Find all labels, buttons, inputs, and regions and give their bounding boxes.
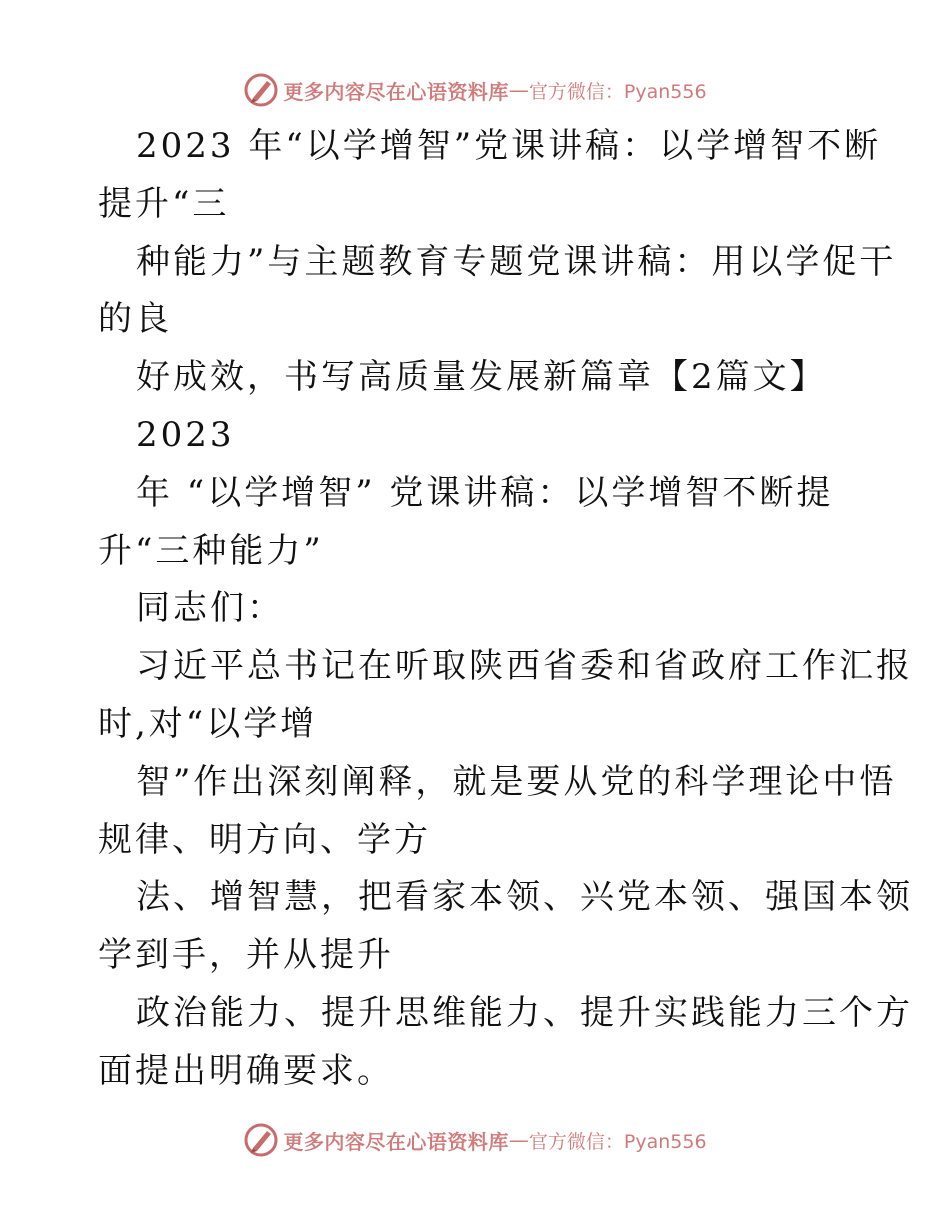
text-line: 面提出明确要求。 — [98, 1050, 394, 1091]
watermark-official: 官方微信：Pyan556 — [528, 80, 707, 103]
pen-logo-icon — [243, 72, 279, 108]
text-line: 政治能力、提升思维能力、提升实践能力三个方 — [136, 992, 913, 1033]
footer-watermark — [0, 1118, 950, 1162]
header-watermark — [0, 68, 950, 112]
text-line: 的良 — [98, 299, 172, 340]
text-line: 法、增智慧，把看家本领、兴党本领、强国本领 — [136, 877, 913, 918]
text-line: 年 “以学增智” 党课讲稿：以学增智不断提 — [136, 472, 834, 513]
text-line: 种能力”与主题教育专题党课讲稿：用以学促干 — [136, 241, 897, 282]
text-line: 提升“三 — [98, 183, 230, 224]
watermark-official: 官方微信：Pyan556 — [528, 1130, 707, 1153]
text-line: 同志们： — [136, 588, 284, 629]
text-line: 升“三种能力” — [98, 530, 324, 571]
watermark-text: 更多内容尽在心语资料库 — [283, 79, 509, 104]
watermark-separator: — — [508, 1128, 529, 1152]
text-line: 规律、明方向、学方 — [98, 819, 431, 860]
text-line: 2023 年“以学增智”党课讲稿：以学增智不断 — [136, 126, 882, 166]
text-line: 时,对“以学增 — [98, 703, 318, 744]
text-line: 2023 — [136, 414, 235, 455]
text-line: 习近平总书记在听取陕西省委和省政府工作汇报 — [136, 646, 913, 687]
pen-logo-icon — [243, 1122, 279, 1158]
text-line: 好成效，书写高质量发展新篇章【2篇文】 — [136, 357, 827, 398]
watermark-text: 更多内容尽在心语资料库 — [283, 1129, 509, 1154]
document-body — [98, 118, 913, 1101]
text-line: 学到手，并从提升 — [98, 935, 394, 976]
watermark-separator: — — [508, 78, 529, 102]
text-line: 智”作出深刻阐释，就是要从党的科学理论中悟 — [136, 761, 897, 802]
